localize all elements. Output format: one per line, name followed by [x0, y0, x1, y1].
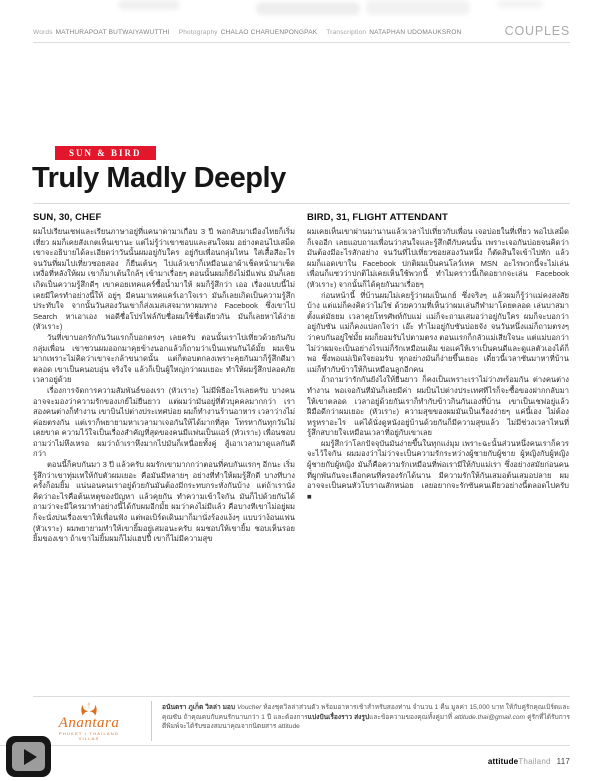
column-sun — [33, 212, 295, 545]
promo-bottom-rule — [0, 745, 570, 746]
promo-segment: ห้องชุดวิลล่าส่วนตัว พร้อมอาหารเช้าสำหรับสองท่าน จำนวน 1 คืน มูลค่า 15,000 บาท ให้กับคู่รักคุณเบิร์ดและคุณซัน ถ้าคุณคบกับคนรักนานกว่า 1 ปี และต้องการ — [162, 704, 571, 721]
article-body — [33, 212, 570, 545]
anantara-emblem-icon — [80, 702, 98, 716]
print-smudge — [256, 2, 360, 15]
anantara-wordmark: Anantara — [58, 714, 120, 731]
page-footer — [488, 757, 570, 766]
credits-line — [33, 29, 470, 36]
credit-name: MATHURAPOAT BUTWAIYAWUTTHI — [55, 29, 170, 36]
play-icon — [24, 749, 37, 765]
promo-segment: แบ่งปันเรื่องราว — [307, 713, 355, 721]
promo-text — [162, 699, 570, 743]
title-rule — [33, 203, 570, 204]
credit-label: Transcription — [326, 29, 367, 36]
print-smudge — [118, 0, 180, 10]
promo-top-rule — [33, 696, 570, 697]
section-label-couples: COUPLES — [504, 24, 570, 38]
paragraph: ผมรู้สึกว่าโลกปัจจุบันมันง่ายขึ้นในทุกแง่มุม เพราะฉะนั้นส่วนหนึ่งคนเราก็ควรจะไว้ใจกัน ผมมองว่าไม่ว่าจะเป็นความรักระหว่างผู้ชายกับผู้ชาย ผู้หญิงกับผู้หญิง ผู้ชายกับผู้หญิง มันก็คือความรักเหมือนที่พ่อเรามีให้กับแม่เรา ซึ่งอย่างสมัยก่อนคนที่ผูกพันกันจะเลือกคนที่ครองรักได้นาน มีความรักให้กันเสมอต้นเสมอปลาย ผมอาจจะเป็นคนหัวโบราณสักหน่อย เลยอยากจะรักซันคนเดียวอย่างนี้ตลอดไปครับ ■ — [307, 438, 569, 501]
page-number: 117 — [556, 757, 570, 766]
play-button[interactable] — [6, 736, 51, 777]
promo-divider — [151, 701, 152, 741]
credit-label: Words — [33, 29, 53, 36]
anantara-logo — [33, 699, 145, 743]
paragraph: ตอนนี้ก็คบกันมา 3 ปี แล้วครับ ผมรักเขามากกว่าตอนที่คบกันแรกๆ อีกนะ เริ่มรู้สึกว่าเขาทุ่มเทให้กับตัวผมเยอะ คือมันมีหลายๆ อย่างที่ทำให้ผมรู้สึกดี บางทีบางครั้งก็อมยิ้ม แน่นอนคนเราอยู่ด้วยกันมันต้องมีกระทบกระทั่งกันบ้าง แต่ถ้าเรานั่งคิดว่าอะไรคือต้นเหตุของปัญหา แล้วคุยกัน ทำความเข้าใจกัน มันก็ไปด้วยกันได้ ถามว่าจะมีใครมาทำอย่างนี้ได้กับผมอีกมั้ย ผมว่าคงไม่มีแล้ว คือบางทีเขาไม่อยู่ผมก็จะนั่งบ่นเรื่องเขาให้เพื่อนฟัง แต่พอเบิร์ดเดินมาก็มานั่งร้องแง้งๆ แบบว่าง้อนแฟน (หัวเราะ) ผมพยายามทำให้เขายิ้มอยู่เสมอนะครับ ผมชอบให้เขายิ้ม ชอบเห็นรอยยิ้มของเขา ถ้าเขาไม่ยิ้มผมก็ไม่แฮปปี้ เขาก็ไม่มีความสุข — [33, 460, 295, 544]
column-heading-sun: SUN, 30, CHEF — [33, 212, 102, 223]
credit-label: Photography — [178, 29, 218, 36]
anantara-sub1: PHUKET • THAILAND — [59, 730, 119, 736]
play-button-face — [12, 742, 45, 771]
credit-name: CHALAO CHARUENPONGPAK — [220, 29, 318, 36]
promo-email: attitude.thai@gmail.com — [454, 713, 528, 721]
footer-brand-light: Thailand — [518, 757, 551, 766]
paragraph: ผมไปเรียนเชฟและเรียนภาษาอยู่ที่แคนาดามาเกือบ 3 ปี พอกลับมาเมืองไทยก็เริ่มเที่ยว ผมก็เคยสังเกตเห็นเขานะ แต่ไม่รู้ว่าเขาชอบและสนใจผม อย่างตอนไปเสม็ด เขาจะอธิบายได้ละเอียดว่าวันนั้นผมอยู่กับใคร อยู่กับเพื่อนกลุ่มไหน ใส่เสื้อสีอะไร จนวันที่ผมไปเที่ยวซอยสอง ก็ยืนเต้นๆ ไปแล้วเขาก็เหมือนเอาผ้าเช็ดหน้ามาเช็ดเหงื่อที่หลังให้ผม เขาก็มาเต้นใกล้ๆ เข้ามาเรื่อยๆ ตอนนั้นผมก็ยังไม่มีแฟน มันก็เลยเกิดเป็นความรู้สึกดีๆ เขาคอยเทคแคร์ซื้อน้ำมาให้ ผมก็รู้สึกว่า เออ เรื่องแบบนี้ไม่เคยมีใครทำอย่างนี้ให้ อยู่ๆ มีคนมาเทคแคร์เอาใจเรา มันก็เลยเกิดเป็นความรู้สึกประทับใจ จากนั้นวันสองวันเขาก็ส่งเมสเสจมาหาผมทาง Facebook ซึ่งเขาไป Search หาเอาเอง พอดีชื่อโปรไฟล์กับชื่อผมใช้ชื่อเดียวกัน มันก็เลยหาได้ง่าย (หัวเราะ) — [33, 227, 295, 332]
paragraph: ก่อนหน้านี้ ที่บ้านผมไม่เคยรู้ว่าผมเป็นเกย์ ซึ่งจริงๆ แล้วผมก็รู้ว่าแม่คงสงสัยบ้าง แต่แม่ก็คงคิดว่าไม่ใช่ ด้วยความที่เห็นว่าผมเล่นกีฬามาโดยตลอด เล่นบาสมาตั้งแต่มัธยม เวลาคุยโทรศัพท์กับแม่ แม่ก็จะถามเสมอว่าอยู่กับใคร ผมก็จะบอกว่าอยู่กับซัน แม่ก็คงแปลกใจว่า เอ๊ะ ทำไมอยู่กับซันบ่อยจัง จนวันหนึ่งแม่ก็ถามตรงๆ ว่าคบกันอยู่ใช่มั้ย ผมก็ยอมรับไปตามตรง ตอนแรกก็กลัวแม่เสียใจนะ แต่แม่บอกว่าไม่ว่าผมจะเป็นอย่างไรแม่ก็รักเหมือนเดิม ขอแค่ให้เราเป็นคนดีและดูแลตัวเองได้ก็พอ ซึ่งพอแม่เปิดใจยอมรับ ทุกอย่างมันก็ง่ายขึ้นเยอะ เดี๋ยวนี้เวลาซันมาหาที่บ้าน แม่ก็ทำกับข้าวให้กินเหมือนลูกอีกคน — [307, 290, 570, 374]
header-rule — [33, 42, 570, 43]
promo-segment: ส่งรูป — [354, 713, 370, 721]
promo-segment: และข้อความของคุณทั้งคู่มาที่ — [369, 713, 455, 721]
promo-segment: คู่รักที่ได้รับการตีพิมพ์จะได้รับของสมนาคุณจากนิตยสาร attitude — [162, 713, 570, 731]
article-title: Truly Madly Deeply — [32, 162, 286, 194]
credit-name: NATAPHAN UDOMAUKSRON — [369, 29, 462, 36]
paragraph: ถ้าถามว่ารักกันยังไงให้ยืนยาว ก็คงเป็นเพราะเราไม่ว่างพร้อมกัน ต่างคนต่างทำงาน พอเจอกันทีมันก็เลยมีค่า ผมบินไปต่างประเทศทีไรก็จะซื้อของฝากกลับมาให้เขาตลอด เวลาอยู่ด้วยกันเราก็ทำกับข้าวกินกันเองที่บ้าน เขาเป็นเชฟอยู่แล้วฝีมือดีกว่าผมเยอะ (หัวเราะ) ความสุขของผมมันเป็นเรื่องง่ายๆ แค่นี้เอง ไม่ต้องหรูหราอะไร แค่ได้นั่งดูหนังอยู่บ้านด้วยกันก็มีความสุขแล้ว ไม่มีช่วงเวลาไหนที่รู้สึกสบายใจเหมือนเวลาที่อยู่กับเขาเลย — [307, 375, 569, 438]
promo-segment: อนันตรา ภูเก็ต วิลล่า มอบ — [162, 704, 237, 711]
paragraph: เรื่องการจัดการความสัมพันธ์ของเรา (หัวเราะ) ไม่มีพิธีอะไรเลยครับ บางคนอาจจะมองว่าความรักของเกย์ไม่ยืนยาว แต่ผมว่ามันอยู่ที่ตัวบุคคลมากกว่า เราสองคนต่างก็ทำงาน เขาบินไปต่างประเทศบ่อย ผมก็ทำงานร้านอาหาร เวลาว่างไม่ค่อยตรงกัน แต่เราก็พยายามหาเวลามาเจอกันให้ได้มากที่สุด โทรหากันทุกวันไม่เคยขาด ความไว้ใจเป็นเรื่องสำคัญที่สุดของคนมีแฟนเป็นแอร์ (หัวเราะ) เพื่อนชอบถามว่าไม่หึงเหรอ ผมว่าถ้าเราหึงมากไปมันก็เหนื่อยทั้งคู่ สู้เอาเวลามาดูแลกันดีกว่า — [33, 385, 295, 459]
promo-segment: Voucher — [237, 704, 264, 711]
anantara-sub2: VILLAS — [78, 735, 100, 741]
print-smudge — [497, 0, 543, 8]
footer-brand-bold: attitude — [487, 757, 519, 766]
print-smudge — [366, 0, 470, 15]
paragraph: ผมเคยเห็นเขาผ่านมานานแล้วเวลาไปเที่ยวกับเพื่อน เจอบ่อยในที่เที่ยว พอไปเสม็ดก็เจออีก เลยแอบถามเพื่อนว่าสนใจและรู้สึกดีกับคนนั้น เพราะเจอกันบ่อยจนคิดว่ามันต้องมีอะไรสักอย่าง จนวันที่ไปเที่ยวซอยสองวันหนึ่ง ก็ตัดสินใจเข้าไปทัก แล้วผมก็แอดเขาใน Facebook ปกติผมเป็นคนโลว์เทค MSN อะไรพวกนี้จะไม่เล่น เพื่อนก็แซวว่าปกติไม่เคยเห็นใช้พวกนี้ ทำไมคราวนี้เกิดอยากจะเล่น Facebook (หัวเราะ) จากนั้นก็ได้คุยกันมาเรื่อยๆ — [307, 227, 569, 289]
promo-box — [33, 699, 570, 743]
column-bird — [307, 212, 569, 545]
column-heading-bird: BIRD, 31, FLIGHT ATTENDANT — [307, 212, 448, 223]
paragraph: วันที่เขาบอกรักกันวันแรกก็บอกตรงๆ เลยครับ ตอนนั้นเราไปเที่ยวด้วยกันกับกลุ่มเพื่อน เขาชวนผมออกมาคุยข้างนอกแล้วก็ถามว่าเป็นแฟนกันได้มั้ย ผมเขินมากเพราะไม่คิดว่าเขาจะกล้าขนาดนั้น แต่ก็ตอบตกลงเพราะคุยกันมาก็รู้สึกดีมาตลอด เขาเป็นคนอบอุ่น จริงใจ แล้วก็เป็นผู้ใหญ่กว่าผมเยอะ ทำให้ผมรู้สึกปลอดภัยเวลาอยู่ด้วย — [33, 332, 295, 385]
kicker-badge: SUN & BIRD — [55, 146, 156, 160]
